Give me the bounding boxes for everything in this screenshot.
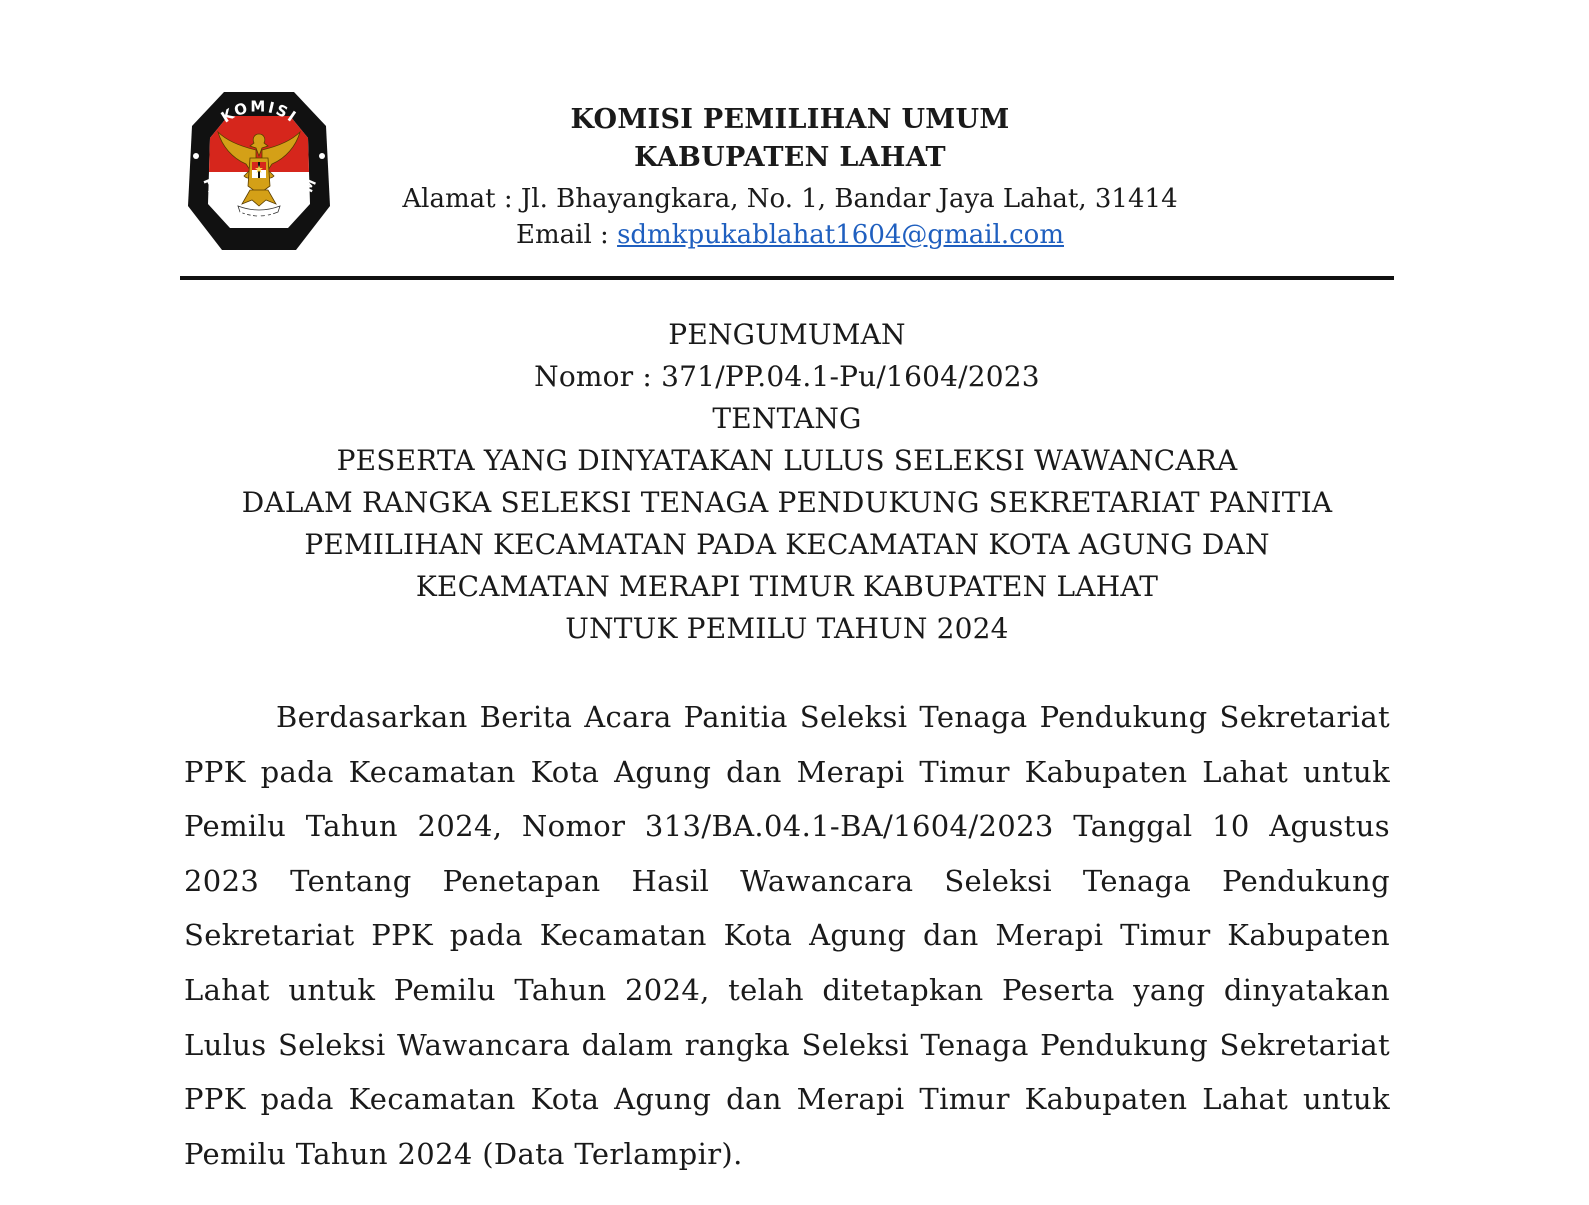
announcement-number: Nomor : 371/PP.04.1-Pu/1604/2023 xyxy=(534,360,1040,393)
svg-text:PEMILIHAN UMUM: PEMILIHAN UMUM xyxy=(199,175,321,229)
org-address: Alamat : Jl. Bhayangkara, No. 1, Bandar Jaya Lahat, 31414 xyxy=(402,184,1178,214)
subject-line: PESERTA YANG DINYATAKAN LULUS SELEKSI WAWANCARA xyxy=(336,444,1238,477)
svg-text:KOMISI: KOMISI xyxy=(217,97,301,127)
subject-line: DALAM RANGKA SELEKSI TENAGA PENDUKUNG SEKRETARIAT PANITIA xyxy=(241,486,1333,519)
subject-line: PEMILIHAN KECAMATAN PADA KECAMATAN KOTA AGUNG DAN xyxy=(304,528,1270,561)
letterhead-divider xyxy=(180,276,1394,280)
subject-line: KECAMATAN MERAPI TIMUR KABUPATEN LAHAT xyxy=(415,570,1159,603)
org-name: KOMISI PEMILIHAN UMUM xyxy=(570,104,1010,135)
kpu-logo xyxy=(184,86,334,256)
announcement-heading: PENGUMUMAN xyxy=(668,318,906,351)
body-paragraph: Berdasarkan Berita Acara Panitia Seleksi Tenaga Pendukung Sekretariat PPK pada Kecamatan Kota Agung dan Merapi Timur Kabupaten Lahat untuk Pemilu Tahun 2024, Nomor 313/BA.04.1-BA/1604/2023 Tanggal 10 Agustus 2023 Tentang Penetapan Hasil Wawancara Seleksi Tenaga Pendukung Sekretariat PPK pada Kecamatan Kota Agung dan Merapi Timur Kabupaten Lahat untuk Pemilu Tahun 2024, telah ditetapkan Peserta yang dinyatakan Lulus Seleksi Wawancara dalam rangka Seleksi Tenaga Pendukung Sekretariat PPK pada Kecamatan Kota Agung dan Merapi Timur Kabupaten Lahat untuk Pemilu Tahun 2024 (Data Terlampir). xyxy=(184,700,1390,1171)
email-label: Email : xyxy=(516,220,618,250)
org-email-line xyxy=(350,220,1230,250)
email-link[interactable]: sdmkpukablahat1604@gmail.com xyxy=(617,220,1064,250)
subject-line: UNTUK PEMILU TAHUN 2024 xyxy=(565,612,1009,645)
announcement-about: TENTANG xyxy=(712,402,862,435)
org-subunit: KABUPATEN LAHAT xyxy=(634,142,946,173)
